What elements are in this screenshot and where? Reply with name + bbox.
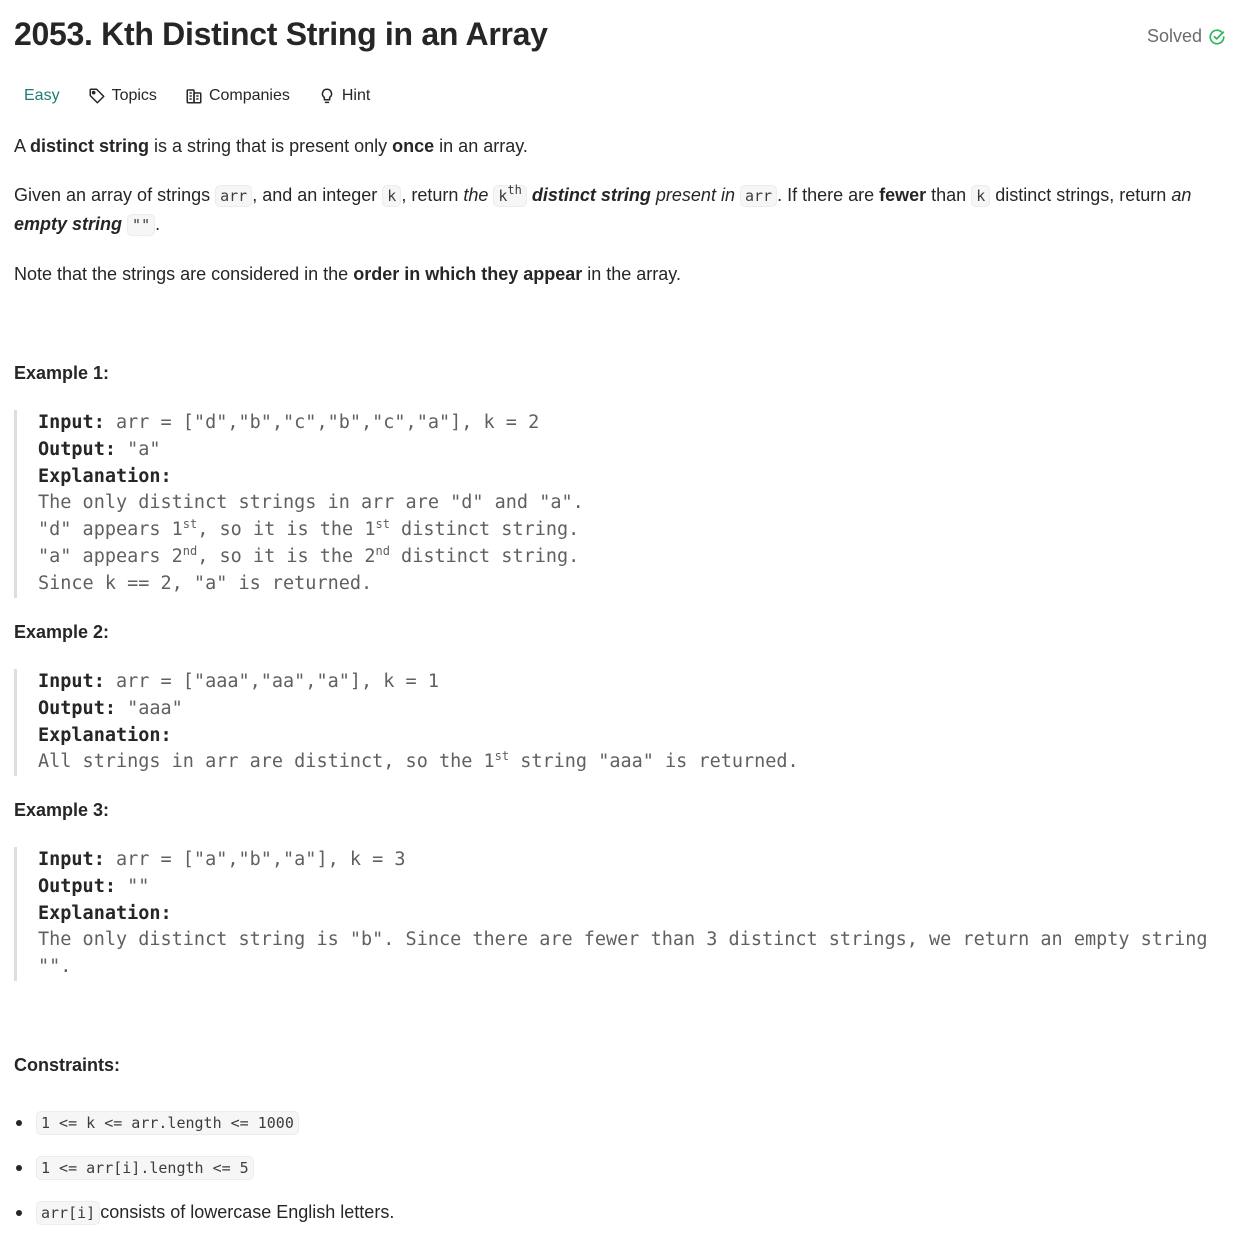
example-3-heading: Example 3: (14, 800, 110, 820)
problem-description (14, 132, 1226, 309)
example-3-block: Input: arr = ["a","b","a"], k = 3 Output: "" Explanation: The only distinct string is "b". Since there are fewer than 3 distinct strings, we return an empty string "". (14, 847, 1228, 981)
constraints-heading: Constraints: (14, 1055, 121, 1075)
problem-title: 2053. Kth Distinct String in an Array (14, 16, 548, 52)
topics-label: Topics (111, 87, 157, 104)
example-2-block: Input: arr = ["aaa","aa","a"], k = 1 Output: "aaa" Explanation: All strings in arr are distinct, so the 1st string "aaa" is returned. (14, 669, 1228, 776)
description-paragraph-2: Given an array of strings arr , and an integer k , return the $k^{th}$ distinct string present in arr . If there are fewer than k distinct strings, return an empty string "" . (14, 183, 1192, 234)
solved-status (1147, 26, 1226, 47)
description-paragraph-1: A distinct string is a string that is present only once in an array. (14, 136, 528, 156)
hint-label: Hint (341, 87, 371, 104)
tag-icon (88, 87, 106, 105)
topics-button[interactable] (78, 82, 167, 110)
lightbulb-icon (318, 87, 336, 105)
check-circle-icon (1208, 28, 1226, 46)
constraints-list (14, 1100, 394, 1235)
companies-label: Companies (208, 87, 290, 104)
example-1-block: Input: arr = ["d","b","c","b","c","a"], k = 2 Output: "a" Explanation: The only distinct strings in arr are "d" and "a". "d" appears 1st, so it is the 1st distinct string. "a" appears 2nd, so it is the 2nd distinct string. Since k == 2, "a" is returned. (14, 410, 1228, 598)
constraint-item: 1 <= arr[i].length <= 5 (14, 1145, 394, 1190)
building-icon (185, 87, 203, 105)
example-1-heading: Example 1: (14, 363, 110, 383)
constraint-item: arr[i] consists of lowercase English letters. (14, 1190, 394, 1235)
solved-label: Solved (1146, 26, 1202, 46)
problem-tags (14, 82, 380, 110)
hint-button[interactable] (308, 82, 380, 110)
constraint-item: 1 <= k <= arr.length <= 1000 (14, 1100, 394, 1145)
difficulty-badge[interactable]: Easy (24, 87, 60, 104)
example-2-heading: Example 2: (14, 622, 110, 642)
companies-button[interactable] (175, 82, 300, 110)
description-paragraph-3: Note that the strings are considered in the order in which they appear in the array. (14, 264, 681, 284)
